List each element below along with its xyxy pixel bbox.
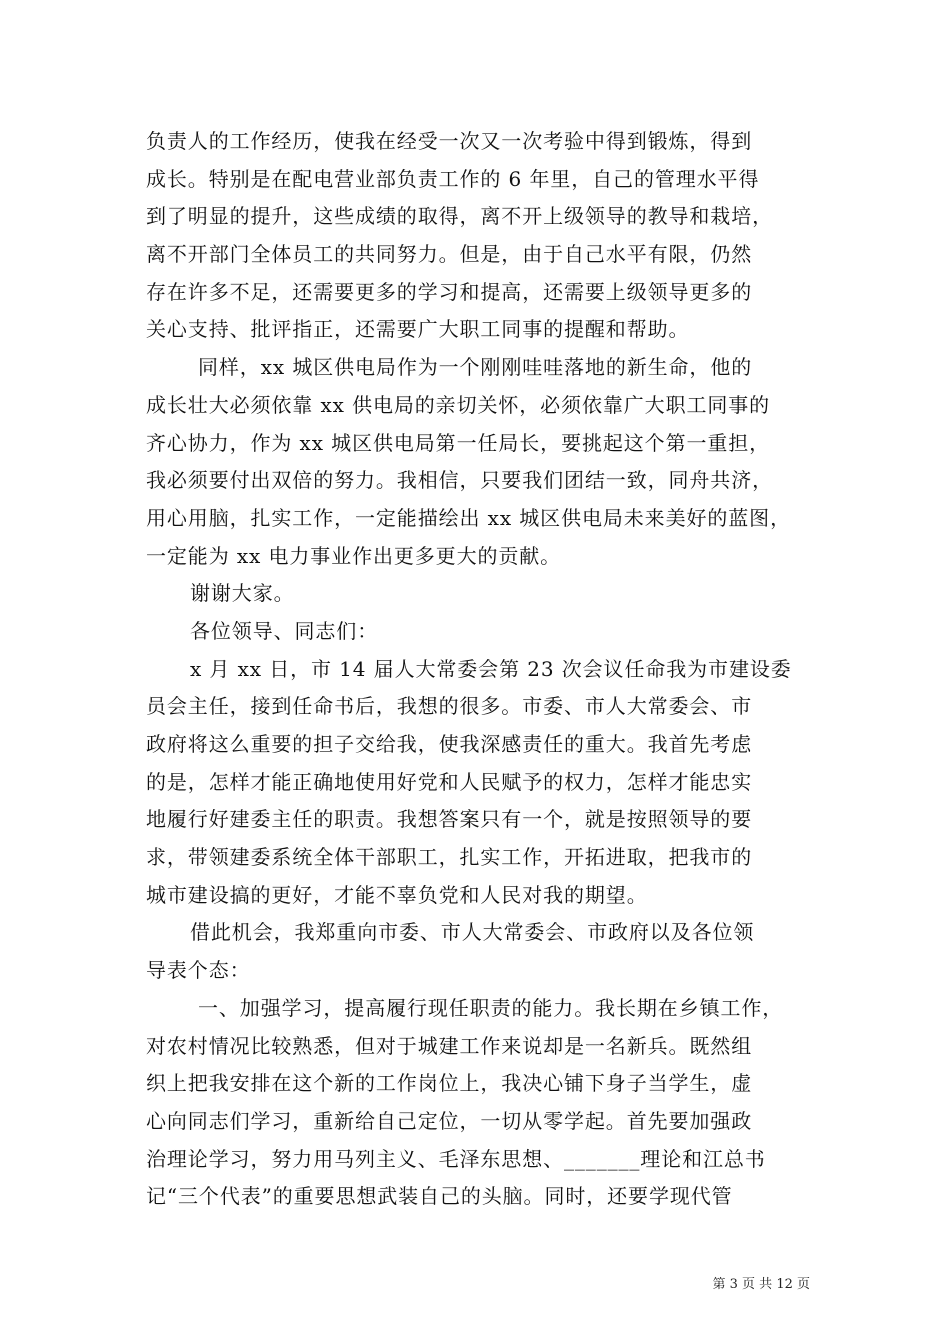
text-line: 员会主任，接到任命书后，我想的很多。市委、市人大常委会、市 xyxy=(146,694,753,719)
text-line: 存在许多不足，还需要更多的学习和提高，还需要上级领导更多的 xyxy=(146,279,753,304)
text-line: 同样，xx 城区供电局作为一个刚刚哇哇落地的新生命，他的 xyxy=(198,355,753,380)
text-line: 记“三个代表”的重要思想武装自己的头脑。同时，还要学现代管 xyxy=(146,1184,733,1209)
text-line: 成长。特别是在配电营业部负责工作的 6 年里，自己的管理水平得 xyxy=(146,166,760,191)
text-line: 关心支持、批评指正，还需要广大职工同事的提醒和帮助。 xyxy=(146,317,690,342)
text-line: 心向同志们学习，重新给自己定位，一切从零学起。首先要加强政 xyxy=(146,1108,753,1133)
document-body xyxy=(146,123,826,1216)
text-line: 城市建设搞的更好，才能不辜负党和人民对我的期望。 xyxy=(146,882,648,907)
text-line: 齐心协力，作为 xx 城区供电局第一任局长，要挑起这个第一重担， xyxy=(146,430,771,455)
text-line: 用心用脑，扎实工作，一定能描绘出 xx 城区供电局未来美好的蓝图， xyxy=(146,505,791,530)
text-line: 导表个态： xyxy=(146,958,251,983)
text-line: 治理论学习，努力用马列主义、毛泽东思想、_______理论和江总书 xyxy=(146,1146,766,1171)
text-line: 成长壮大必须依靠 xx 供电局的亲切关怀，必须依靠广大职工同事的 xyxy=(146,392,771,417)
text-line: 离不开部门全体员工的共同努力。但是，由于自己水平有限，仍然 xyxy=(146,242,753,267)
text-line: 一定能为 xx 电力事业作出更多更大的贡献。 xyxy=(146,543,562,568)
page-number: 第 3 页 共 12 页 xyxy=(712,1277,810,1292)
text-line: 地履行好建委主任的职责。我想答案只有一个，就是按照领导的要 xyxy=(146,807,753,832)
text-line: 对农村情况比较熟悉，但对于城建工作来说却是一名新兵。既然组 xyxy=(146,1033,753,1058)
text-line: 到了明显的提升，这些成绩的取得，离不开上级领导的教导和栽培， xyxy=(146,204,773,229)
text-line: 借此机会，我郑重向市委、市人大常委会、市政府以及各位领 xyxy=(190,920,755,945)
text-line: 政府将这么重要的担子交给我，使我深感责任的重大。我首先考虑 xyxy=(146,732,753,756)
text-line: 的是，怎样才能正确地使用好党和人民赋予的权力，怎样才能忠实 xyxy=(146,769,753,794)
text-line: 负责人的工作经历，使我在经受一次又一次考验中得到锻炼，得到 xyxy=(146,129,753,153)
text-line: x 月 xx 日，市 14 届人大常委会第 23 次会议任命我为市建设委 xyxy=(190,656,792,681)
text-line: 各位领导、同志们： xyxy=(190,618,379,643)
text-line: 织上把我安排在这个新的工作岗位上，我决心铺下身子当学生，虚 xyxy=(146,1071,753,1096)
text-line: 一、加强学习，提高履行现任职责的能力。我长期在乡镇工作， xyxy=(198,995,784,1020)
text-line: 我必须要付出双倍的努力。我相信，只要我们团结一致，同舟共济， xyxy=(146,468,773,493)
text-line: 谢谢大家。 xyxy=(190,581,295,606)
text-line: 求，带领建委系统全体干部职工，扎实工作，开拓进取，把我市的 xyxy=(146,845,753,870)
